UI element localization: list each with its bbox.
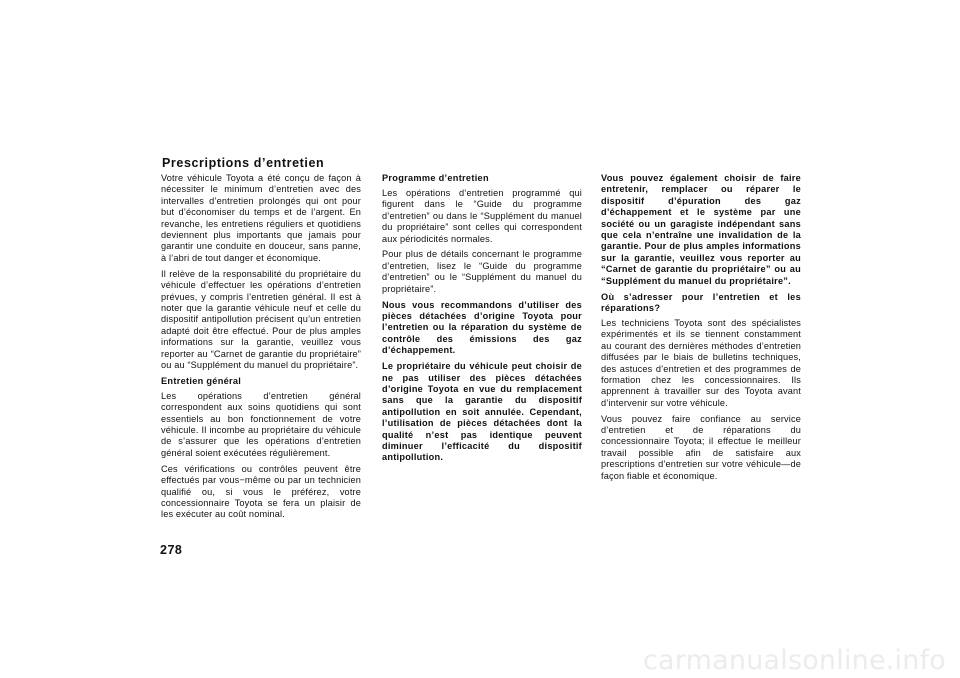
paragraph-scheduled-maintenance: Les opérations d’entretien programmé qui figurent dans le “Guide du programme d’entretien” ou dans le “Supplément du manuel du propriétaire” sont celles qui correspondent aux périodicités normales.: [382, 187, 582, 244]
paragraph-schedule-details: Pour plus de détails concernant le programme d’entretien, lisez le “Guide du programme d’entretien” ou le “Supplément du manuel du propriétaire”.: [382, 249, 582, 294]
paragraph-owner-responsibility: Il relève de la responsabilité du propriétaire du véhicule d’effectuer les opérations d’entretien prévues, y compris l’entretien général. Il est à noter que la garantie véhicule neuf et celle du dispositif antipollution précisent qu’un entretien adapté doit être effectué. Pour de plus amples informations sur la garantie, veuillez vous reporter au “Carnet de garantie du propriétaire” ou au “Supplément du manuel du propriétaire”.: [161, 268, 361, 370]
paragraph-general-maintenance: Les opérations d’entretien général correspondent aux soins quotidiens qui sont essentiels au bon fonctionnement de votre véhicule. Il incombe au propriétaire du véhicule de s’assurer que les opérations d’entretien général soient exécutées régulièrement.: [161, 390, 361, 458]
paragraph-intro: Votre véhicule Toyota a été conçu de façon à nécessiter le minimum d’entretien avec des intervalles d’entretien prolongés qui ont pour but d’économiser du temps et de l’argent. En revanche, les entretiens réguliers et quotidiens deviennent plus importants que jamais pour garantir une conduite en douceur, sans panne, à l’abri de tout danger et économique.: [161, 173, 361, 263]
page-number: 278: [160, 543, 183, 557]
column-right: [601, 173, 801, 487]
watermark: carmanualsonline.info: [643, 645, 946, 676]
column-middle: [382, 173, 582, 468]
heading-general-maintenance: Entretien général: [161, 375, 242, 386]
notice-independent-repair: Vous pouvez également choisir de faire entretenir, remplacer ou réparer le dispositif d’épuration des gaz d’échappement et le système par une société ou un garagiste indépendant sans que cela n’entraîne une invalidation de la garantie. Pour de plus amples informations sur la garantie, veuillez vous reporter au “Carnet de garantie du propriétaire” ou au “Supplément du manuel du propriétaire”.: [601, 173, 801, 286]
page-title: Prescriptions d’entretien: [162, 156, 325, 170]
paragraph-technicians: Les techniciens Toyota sont des spécialistes expérimentés et ils se tiennent constamment au courant des dernières méthodes d’entretien diffusées par le biais de bulletins techniques, des astuces d’entretien et des programmes de formation chez les concessionnaires. Ils apprennent à travailler sur des Toyota avant d’intervenir sur votre véhicule.: [601, 317, 801, 408]
heading-where-to-service: Où s’adresser pour l’entretien et les réparations?: [601, 291, 801, 313]
paragraph-trust-dealer: Vous pouvez faire confiance au service d’entretien et de réparations du concessionnaire Toyota; il effectue le meilleur travail possible afin de satisfaire aux prescriptions d’entretien sur votre véhicule—de façon fiable et économique.: [601, 413, 801, 481]
paragraph-checks: Ces vérifications ou contrôles peuvent être effectués par vous−même ou par un technicien qualifié ou, si vous le préférez, votre concessionnaire Toyota se fera un plaisir de les exécuter au coût nominal.: [161, 463, 361, 520]
notice-non-genuine-parts: Le propriétaire du véhicule peut choisir de ne pas utiliser des pièces détachées d’origine Toyota en vue du remplacement sans que la garantie du dispositif antipollution en soit annulée. Cependant, l’utilisation de pièces détachées dont la qualité n’est pas identique peuvent diminuer l’efficacité du dispositif antipollution.: [382, 361, 582, 463]
column-left: [161, 173, 361, 525]
notice-genuine-parts: Nous vous recommandons d’utiliser des pièces détachées d’origine Toyota pour l’entretien ou la réparation du système de contrôle des émissions des gaz d’échappement.: [382, 299, 582, 356]
heading-maintenance-schedule: Programme d’entretien: [382, 173, 489, 183]
